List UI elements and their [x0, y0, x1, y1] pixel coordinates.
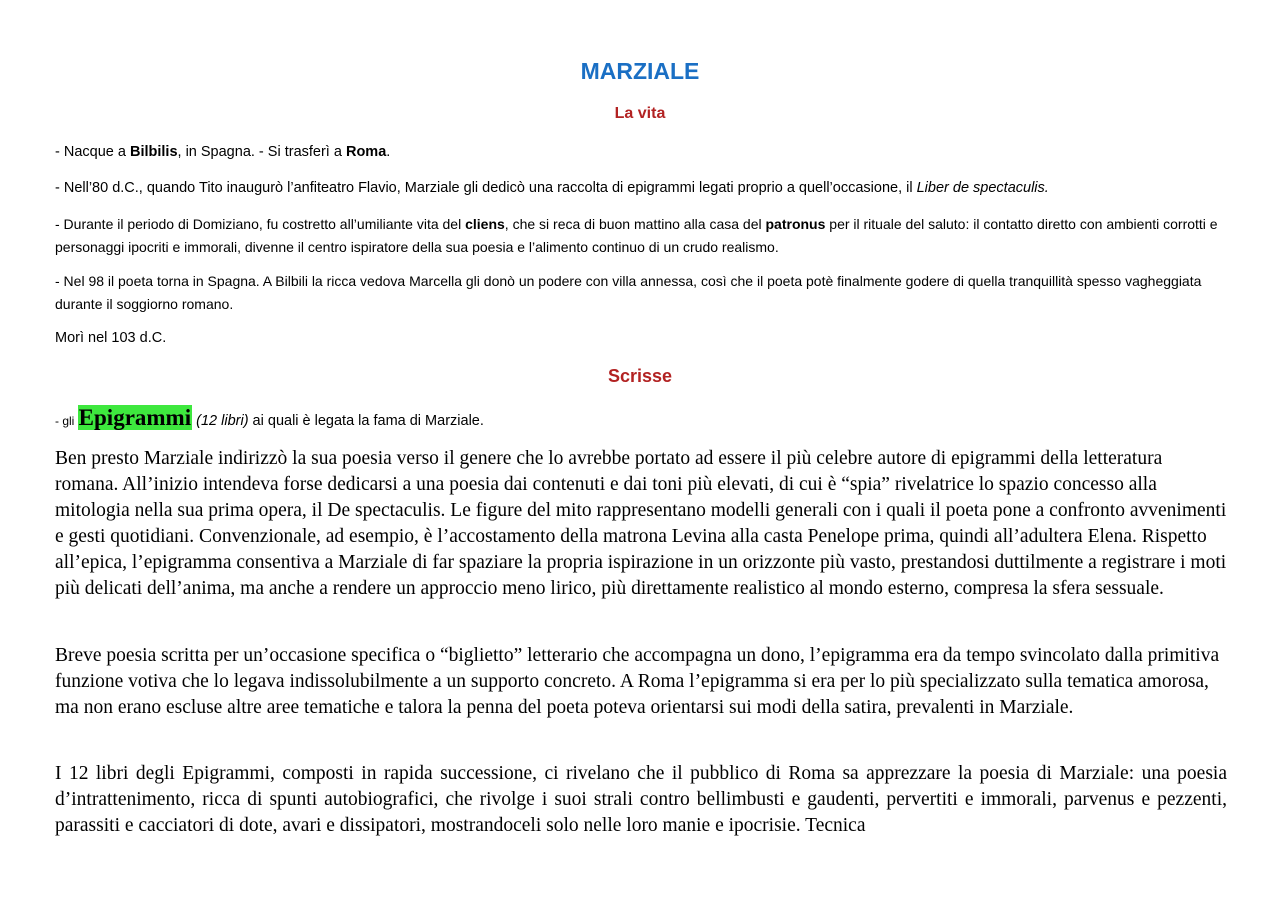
body-paragraph-2: Breve poesia scritta per un’occasione specifica o “biglietto” letterario che accompagna un dono, l’epigramma era da tempo svincolato dalla primitiva funzione votiva che lo legava indissolubilmente a un supporto concreto. A Roma l’epigramma si era per lo più specializzato sulla tematica amorosa, ma non erano escluse altre aree tematiche e talora la penna del poeta poteva orientarsi sui modi della satira, prevalenti in Marziale. — [55, 645, 1220, 718]
text-run: ai quali è legata la fama di Marziale. — [248, 413, 484, 429]
bold-term-patronus: patronus — [765, 216, 826, 232]
bold-term-roma: Roma — [345, 144, 387, 160]
vita-paragraph-liber — [55, 177, 1227, 200]
body-paragraph-1: Ben presto Marziale indirizzò la sua poesia verso il genere che lo avrebbe portato ad essere il più celebre autore di epigrammi della letteratura romana. All’inizio intendeva forse dedicarsi a una poesia dai contenuti e dai toni più elevati, di cui è “spia” rivelatrice lo spazio concesso alla mitologia nella sua prima opera, il De spectaculis. Le figure del mito rappresentano modelli generali con i quali il poeta pone a confronto avvenimenti e gesti quotidiani. Convenzionale, ad esempio, è l’accostamento della matrona Levina alla casta Penelope prima, quindi all’adultera Elena. Rispetto all’epica, l’epigramma consentiva a Marziale di far spaziare la propria ispirazione in un orizzonte più vasto, prestandosi duttilmente a registrare i moti più delicati dell’anima, ma anche a rendere un approccio meno lirico, più direttamente realistico al mondo esterno, compresa la sfera sessuale. — [55, 448, 1227, 599]
vita-paragraph-spagna: - Nel 98 il poeta torna in Spagna. A Bilbili la ricca vedova Marcella gli donò un podere con villa annessa, così che il poeta potè finalmente godere di quella tranquillità spesso vagheggiata durante il soggiorno romano. — [55, 273, 1202, 312]
text-run: , in Spagna. - Si trasferì a — [177, 144, 346, 160]
vita-paragraph-birth — [55, 141, 1227, 164]
page-title: MARZIALE — [580, 58, 700, 84]
text-run: , che si reca di buon mattino alla casa del — [504, 216, 766, 232]
text-run: - Durante il periodo di Domiziano, fu costretto all’umiliante vita del — [55, 216, 466, 232]
bold-term-cliens: cliens — [465, 216, 505, 232]
vita-paragraph-domiziano — [55, 213, 1227, 259]
highlighted-title-epigrammi: Epigrammi — [78, 405, 192, 430]
scrisse-paragraph — [55, 406, 1227, 433]
body-paragraph-3: I 12 libri degli Epigrammi, composti in rapida successione, ci rivelano che il pubblico di Roma sa apprezzare la poesia di Marziale: una poesia d’intrattenimento, ricca di spunti autobiografici, che rivolge i suoi strali contro bellimbusti e gaudenti, pervertiti e immorali, parvenus e pezzenti, parassiti e cacciatori di dote, avari e dissipatori, mostrandoceli solo nelle loro manie e ipocrisie. Tecnica — [55, 763, 1227, 836]
vita-paragraph-death: Morì nel 103 d.C. — [55, 330, 167, 346]
italic-note-libri: (12 libri) — [192, 413, 249, 429]
text-run: per il rituale del saluto: il contatto diretto con ambienti corrotti e personaggi ipocriti e immorali, divenne il centro ispiratore della sua poesia e l’alimento continuo di un crudo realismo. — [55, 216, 1218, 255]
section-heading-scrisse: Scrisse — [607, 366, 673, 386]
section-heading-vita: La vita — [614, 105, 666, 122]
bold-term-bilbilis: Bilbilis — [129, 144, 178, 160]
text-run: - Nell’80 d.C., quando Tito inaugurò l’anfiteatro Flavio, Marziale gli dedicò una raccolta di epigrammi legati proprio a quell’occasione, il — [55, 180, 917, 196]
text-run: - Nacque a — [55, 144, 130, 160]
text-run: - gli — [55, 414, 78, 428]
text-run: . — [386, 144, 391, 160]
italic-title-liber: Liber de spectaculis. — [916, 180, 1049, 196]
